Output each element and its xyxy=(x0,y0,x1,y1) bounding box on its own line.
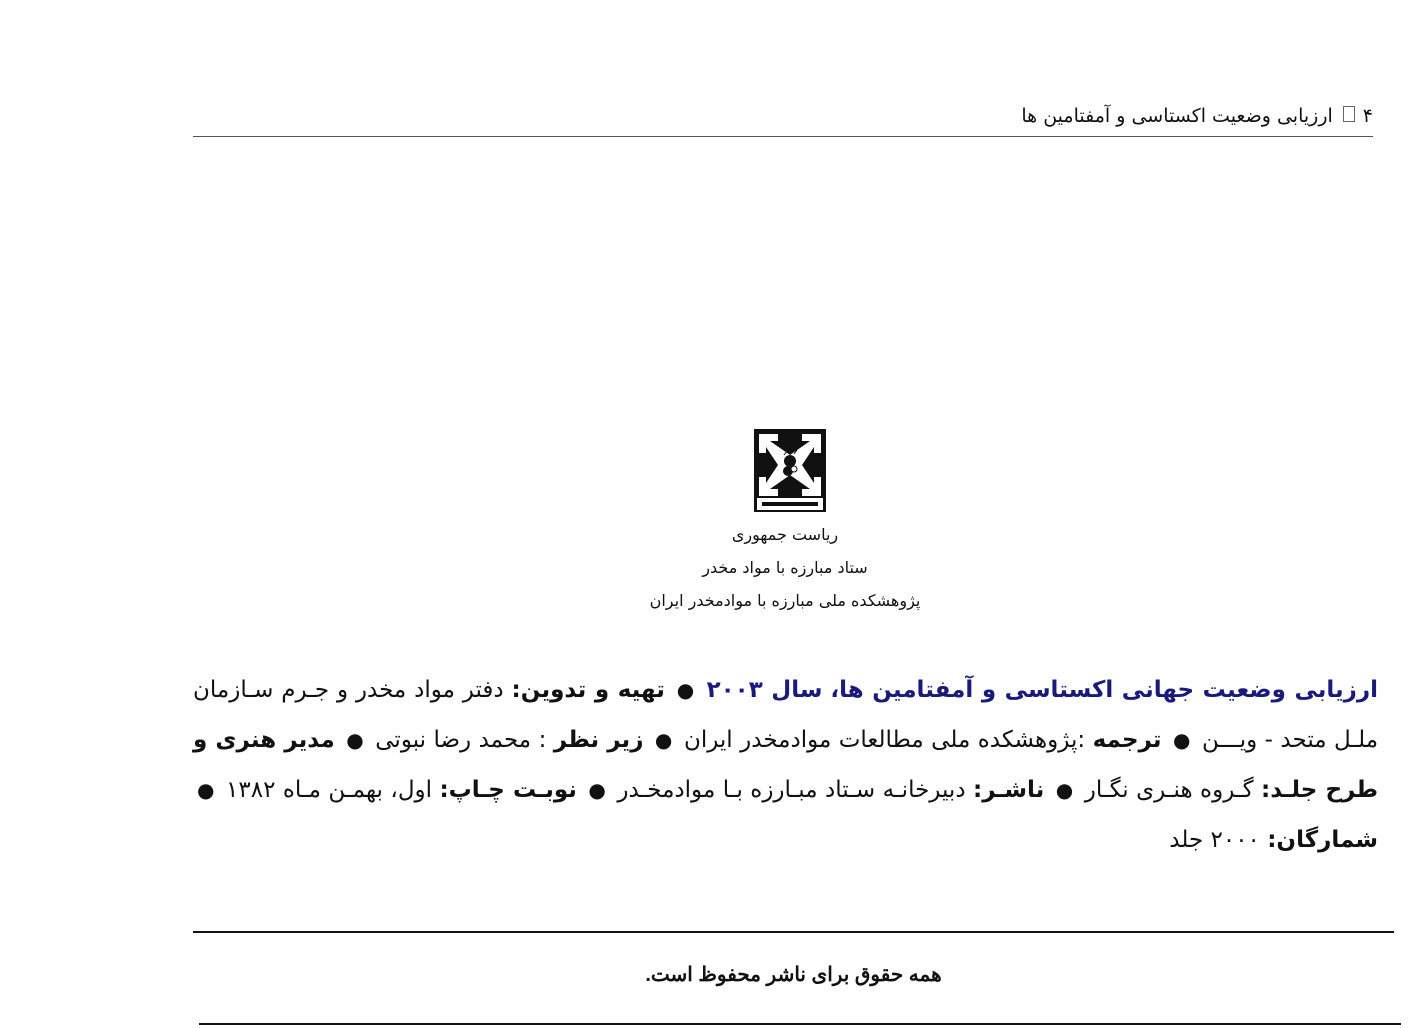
bullet-icon: ● xyxy=(588,778,606,802)
edition-label: نوبـت چـاپ: xyxy=(439,777,577,803)
prepared-value: دفتر مواد مخدر و جـرم سـازمان ملـل متحد - ویـــن xyxy=(193,677,1379,753)
divider-top xyxy=(193,931,1394,933)
bullet-icon: ● xyxy=(654,728,673,752)
credits-paragraph xyxy=(193,665,1378,865)
translation-label: ترجمه xyxy=(1092,727,1162,753)
book-title: ارزیابی وضعیت جهانی اکستاسی و آمفتامین ها، xyxy=(830,677,1378,703)
org-line-headquarters: ستاد مبارزه با مواد مخدر xyxy=(702,558,868,577)
publication-year: سال ۲۰۰۳ xyxy=(706,677,823,703)
bullet-icon: ● xyxy=(1055,778,1074,802)
page-number: ۴ xyxy=(1362,105,1373,127)
circulation-value: ۲۰۰۰ جلد xyxy=(1169,827,1260,853)
circulation-label: شمارگان: xyxy=(1267,827,1378,853)
supervisor-value: : محمد رضا نبوتی xyxy=(375,727,547,753)
translation-value: :پژوهشکده ملی مطالعات موادمخدر ایران xyxy=(683,727,1086,753)
divider-bottom xyxy=(199,1023,1401,1025)
bullet-icon: ● xyxy=(197,778,215,802)
art-director-label: مدیر هنری و طرح جلـد: xyxy=(193,727,1379,803)
running-header-title: ارزیابی وضعیت اکستاسی و آمفتامین ها xyxy=(1021,105,1333,127)
org-line-institute: پژوهشکده ملی مبارزه با موادمخدر ایران xyxy=(649,591,921,610)
publisher-label: ناشـر: xyxy=(973,777,1045,803)
prepared-label: تهیه و تدوین: xyxy=(511,677,665,703)
bullet-icon: ● xyxy=(1172,728,1191,752)
edition-value: اول، بهمـن مـاه ۱۳۸۲ xyxy=(226,777,433,803)
anti-narcotics-logo-icon xyxy=(754,429,826,512)
bullet-icon: ● xyxy=(346,728,364,752)
supervisor-label: زیر نظر xyxy=(553,727,644,753)
separator-box-icon xyxy=(1343,106,1355,122)
bullet-icon: ● xyxy=(676,678,695,702)
organization-block xyxy=(600,518,970,617)
org-line-presidency: ریاست جمهوری xyxy=(731,525,839,544)
publisher-value: دبیرخانـه سـتاد مبـارزه بـا موادمخـدر xyxy=(617,777,966,803)
art-director-value: گـروه هنـری نگـار xyxy=(1084,777,1254,803)
rights-notice: همه حقوق برای ناشر محفوظ است. xyxy=(645,964,942,986)
running-header xyxy=(193,96,1373,137)
